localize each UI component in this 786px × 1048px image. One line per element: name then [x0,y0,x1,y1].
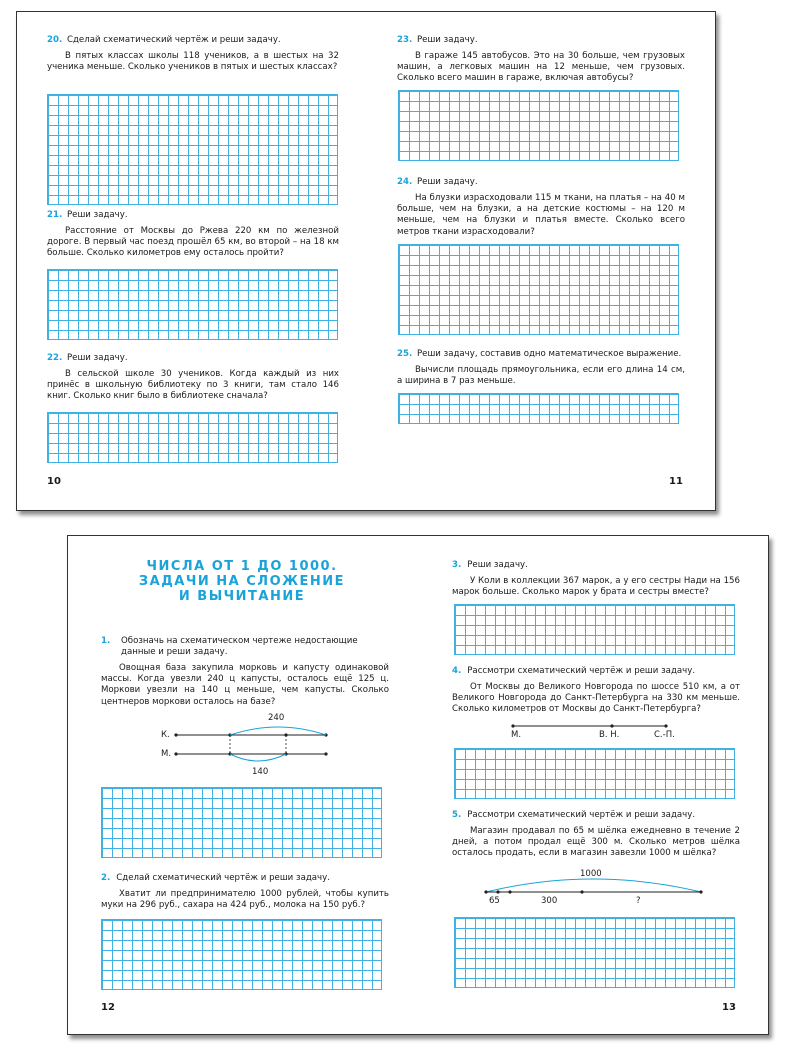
task-23 [397,35,685,85]
page-number: 12 [101,1002,115,1013]
task-number: 3. [452,560,462,570]
answer-grid[interactable] [398,90,679,161]
task-text: Расстояние от Москвы до Ржева 220 км по железной дороге. В первый час поезд прошёл 65 км, во второй – на 18 км больше. Сколько километров ему осталось пройти? [47,226,339,259]
diagram-value-140: 140 [252,767,269,777]
task-number: 2. [101,873,111,883]
answer-grid[interactable] [101,919,382,990]
page-spread-12-13 [67,535,769,1035]
silk-seg-300: 300 [541,896,558,906]
task-heading [452,666,740,677]
chapter-title-line: И ВЫЧИТАНИЕ [178,589,306,604]
task-20 [47,35,339,73]
task-heading [452,560,740,571]
task-instruction: Рассмотри схематический чертёж и реши задачу. [467,810,696,820]
page-spread-10-11 [16,11,716,511]
task-text: У Коли в коллекции 367 марок, а у его сестры Нади на 156 марок больше. Сколько марок у брата и сестры вместе? [452,576,740,598]
route-label-spb: С.-П. [654,730,675,740]
task-text: В сельской школе 30 учеников. Когда каждый из них принёс в школьную библиотеку по 3 книги, там стало 146 книг. Сколько книг было в библиотеке сначала? [47,369,339,402]
route-label-novgorod: В. Н. [599,730,620,740]
task-text: Хватит ли предпринимателю 1000 рублей, чтобы купить муки на 296 руб., сахара на 424 руб., молока на 150 руб.? [101,889,389,911]
task-4 [452,666,740,716]
task-number: 23. [397,35,413,45]
answer-grid[interactable] [398,244,679,335]
task-number: 1. [101,636,111,646]
task-number: 22. [47,353,63,363]
page-number: 13 [722,1002,736,1013]
task-instruction: Реши задачу. [467,560,528,570]
answer-grid[interactable] [47,94,338,205]
task-text: Магазин продавал по 65 м шёлка ежедневно в течение 2 дней, а потом продал ещё 300 м. Сколько метров шёлка осталось продать, если в магазин завезли 1000 м шёлка? [452,826,740,859]
page-number: 10 [47,476,61,487]
task-instruction: Рассмотри схематический чертёж и реши задачу. [467,666,696,676]
task-instruction: Сделай схематический чертёж и реши задачу. [116,873,330,883]
task-21 [47,210,339,260]
answer-grid[interactable] [454,748,735,799]
task-number: 20. [47,35,63,45]
answer-grid[interactable] [398,393,679,424]
task-instruction: Реши задачу. [66,353,128,363]
task-instruction: Реши задачу. [416,177,478,187]
silk-seg-65: 65 [489,896,500,906]
answer-grid[interactable] [454,917,735,988]
task-heading [397,177,685,188]
task-text: От Москвы до Великого Новгорода по шоссе 510 км, а от Великого Новгорода до Санкт-Петербурга на 330 км меньше. Сколько километров от Москвы до Санкт-Петербурга? [452,682,740,715]
task-number: 21. [47,210,63,220]
task-heading [47,35,339,46]
task-heading [101,873,389,884]
task-number: 25. [397,349,413,359]
silk-seg-unknown: ? [636,896,641,906]
answer-grid[interactable] [454,604,735,655]
task-heading [452,810,740,821]
task-instruction: Сделай схематический чертёж и реши задачу. [66,35,281,45]
task-number: 4. [452,666,462,676]
task-text: На блузки израсходовали 115 м ткани, на платья – на 40 м больше, чем на блузки, а на детские костюмы – на 120 м меньше, чем на блузки и платья вместе. Сколько всего метров ткани израсходовали? [397,193,685,237]
route-label-moscow: М. [511,730,522,740]
task-number: 5. [452,810,462,820]
task-3 [452,560,740,598]
silk-total-label: 1000 [580,869,602,879]
task-heading [397,35,685,46]
task-24 [397,177,685,238]
task-25 [397,349,685,387]
task-instruction: Реши задачу, составив одно математическое выражение. [416,349,682,359]
answer-grid[interactable] [47,269,338,340]
chapter-title [126,559,358,604]
task-heading [101,636,389,658]
task-instruction: Реши задачу. [66,210,128,220]
task-heading [397,349,685,360]
page-number: 11 [669,476,683,487]
task-heading [47,353,339,364]
task-text: Овощная база закупила морковь и капусту одинаковой массы. Когда увезли 240 ц капусты, осталось ещё 125 ц. Моркови увезли на 140 ц меньше, чем капусты. Сколько центнеров моркови осталось на базе? [101,663,389,707]
task-1 [101,636,389,708]
diagram-label-m: М. [161,749,172,759]
task-text: В пятых классах школы 118 учеников, а в шестых на 32 ученика меньше. Сколько учеников в пятых и шестых классах? [47,51,339,73]
task-text: В гараже 145 автобусов. Это на 30 больше, чем грузовых машин, а легковых машин на 12 меньше, чем грузовых. Сколько всего машин в гараже, включая автобусы? [397,51,685,84]
task-5 [452,810,740,860]
diagram-label-k: К. [161,730,170,740]
task-instruction: Обозначь на схематическом чертеже недостающие данные и реши задачу. [121,636,358,657]
diagram-value-240: 240 [268,713,285,723]
task-heading [47,210,339,221]
chapter-title-line: ЗАДАЧИ НА СЛОЖЕНИЕ [138,574,346,589]
chapter-title-line: ЧИСЛА ОТ 1 ДО 1000. [146,559,338,574]
silk-line [68,536,69,537]
answer-grid[interactable] [47,412,338,463]
answer-grid[interactable] [101,787,382,858]
task-instruction: Реши задачу. [416,35,478,45]
task-2 [101,873,389,911]
task-22 [47,353,339,403]
task-number: 24. [397,177,413,187]
task-text: Вычисли площадь прямоугольника, если его длина 14 см, а ширина в 7 раз меньше. [397,365,685,387]
